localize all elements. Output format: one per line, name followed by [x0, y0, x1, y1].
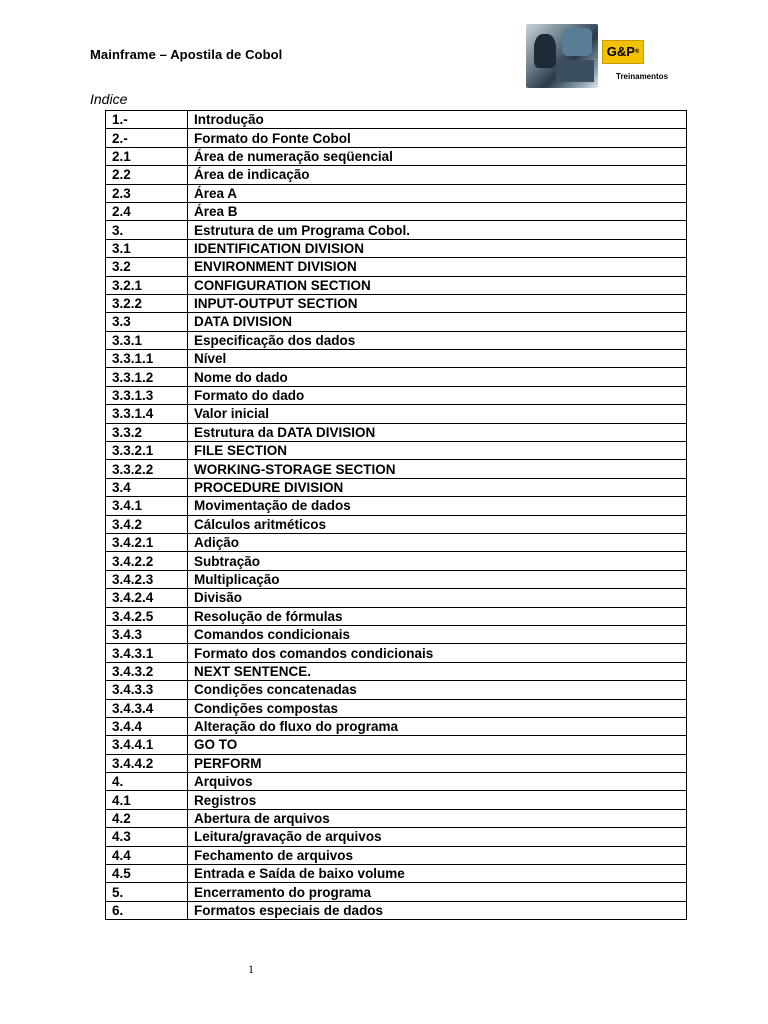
toc-section-number: 3.3.1 — [106, 331, 188, 349]
toc-section-title: Área de indicação — [188, 166, 687, 184]
toc-section-number: 3.4.3.3 — [106, 681, 188, 699]
toc-section-title: Alteração do fluxo do programa — [188, 717, 687, 735]
table-row — [106, 681, 687, 699]
table-row — [106, 423, 687, 441]
logo-badge-text: G&P — [606, 44, 635, 59]
toc-section-number: 3.4.2.5 — [106, 607, 188, 625]
toc-section-title: Estrutura da DATA DIVISION — [188, 423, 687, 441]
table-row — [106, 331, 687, 349]
document-header-title: Mainframe – Apostila de Cobol — [90, 47, 283, 62]
toc-section-title: GO TO — [188, 736, 687, 754]
toc-section-number: 1.- — [106, 111, 188, 129]
toc-section-title: Nível — [188, 350, 687, 368]
table-row — [106, 497, 687, 515]
table-row — [106, 809, 687, 827]
toc-section-number: 3.4 — [106, 478, 188, 496]
toc-section-title: IDENTIFICATION DIVISION — [188, 239, 687, 257]
toc-section-number: 2.- — [106, 129, 188, 147]
table-row — [106, 294, 687, 312]
logo-badge-mark: ® — [634, 49, 640, 55]
table-row — [106, 754, 687, 772]
toc-section-title: FILE SECTION — [188, 442, 687, 460]
table-row — [106, 129, 687, 147]
toc-section-number: 2.1 — [106, 147, 188, 165]
toc-section-number: 3.1 — [106, 239, 188, 257]
table-row — [106, 717, 687, 735]
toc-section-title: PROCEDURE DIVISION — [188, 478, 687, 496]
table-row — [106, 828, 687, 846]
toc-section-number: 3.3.2 — [106, 423, 188, 441]
toc-section-title: Área A — [188, 184, 687, 202]
table-row — [106, 589, 687, 607]
toc-section-title: Abertura de arquivos — [188, 809, 687, 827]
page-number: 1 — [248, 962, 254, 976]
table-row — [106, 533, 687, 551]
toc-section-number: 3.4.1 — [106, 497, 188, 515]
toc-section-number: 4.2 — [106, 809, 188, 827]
table-row — [106, 901, 687, 919]
company-logo — [526, 24, 669, 90]
logo-subtitle: Treinamentos — [616, 72, 669, 81]
toc-section-title: ENVIRONMENT DIVISION — [188, 258, 687, 276]
toc-section-number: 4.1 — [106, 791, 188, 809]
table-row — [106, 865, 687, 883]
toc-section-title: Resolução de fórmulas — [188, 607, 687, 625]
toc-section-number: 3.4.2.3 — [106, 570, 188, 588]
table-row — [106, 166, 687, 184]
table-row — [106, 276, 687, 294]
toc-section-title: Formatos especiais de dados — [188, 901, 687, 919]
toc-section-number: 2.3 — [106, 184, 188, 202]
table-row — [106, 202, 687, 220]
toc-section-number: 6. — [106, 901, 188, 919]
toc-section-title: CONFIGURATION SECTION — [188, 276, 687, 294]
toc-section-number: 3.4.4 — [106, 717, 188, 735]
toc-section-title: Cálculos aritméticos — [188, 515, 687, 533]
toc-section-title: Entrada e Saída de baixo volume — [188, 865, 687, 883]
table-row — [106, 570, 687, 588]
toc-section-number: 3.4.3.1 — [106, 644, 188, 662]
table-row — [106, 773, 687, 791]
table-row — [106, 350, 687, 368]
logo-photo-collage — [526, 24, 598, 88]
toc-section-number: 4.3 — [106, 828, 188, 846]
toc-section-number: 5. — [106, 883, 188, 901]
toc-section-number: 4.5 — [106, 865, 188, 883]
toc-section-number: 3.4.4.2 — [106, 754, 188, 772]
table-row — [106, 625, 687, 643]
toc-section-number: 3. — [106, 221, 188, 239]
toc-section-title: Encerramento do programa — [188, 883, 687, 901]
table-row — [106, 221, 687, 239]
toc-section-number: 3.3.1.1 — [106, 350, 188, 368]
table-row — [106, 111, 687, 129]
table-row — [106, 258, 687, 276]
toc-section-title: Condições compostas — [188, 699, 687, 717]
toc-section-title: Fechamento de arquivos — [188, 846, 687, 864]
table-row — [106, 883, 687, 901]
table-row — [106, 368, 687, 386]
table-row — [106, 478, 687, 496]
table-row — [106, 607, 687, 625]
toc-section-number: 4. — [106, 773, 188, 791]
toc-section-number: 3.2 — [106, 258, 188, 276]
index-heading: Indice — [90, 91, 128, 107]
toc-section-number: 3.4.4.1 — [106, 736, 188, 754]
toc-section-title: NEXT SENTENCE. — [188, 662, 687, 680]
table-row — [106, 405, 687, 423]
table-row — [106, 184, 687, 202]
table-row — [106, 147, 687, 165]
toc-section-title: Área de numeração seqüencial — [188, 147, 687, 165]
toc-section-title: INPUT-OUTPUT SECTION — [188, 294, 687, 312]
table-row — [106, 239, 687, 257]
table-row — [106, 442, 687, 460]
toc-section-number: 3.3.2.2 — [106, 460, 188, 478]
toc-section-title: Arquivos — [188, 773, 687, 791]
toc-section-number: 2.2 — [106, 166, 188, 184]
toc-section-title: Registros — [188, 791, 687, 809]
toc-section-title: Valor inicial — [188, 405, 687, 423]
toc-section-title: DATA DIVISION — [188, 313, 687, 331]
table-row — [106, 386, 687, 404]
table-row — [106, 460, 687, 478]
table-row — [106, 662, 687, 680]
toc-section-number: 3.4.2.2 — [106, 552, 188, 570]
toc-section-title: Nome do dado — [188, 368, 687, 386]
toc-section-title: Subtração — [188, 552, 687, 570]
toc-section-title: Comandos condicionais — [188, 625, 687, 643]
table-of-contents — [105, 110, 687, 920]
table-row — [106, 552, 687, 570]
toc-section-title: Introdução — [188, 111, 687, 129]
toc-section-title: Formato do dado — [188, 386, 687, 404]
toc-section-number: 3.4.3.4 — [106, 699, 188, 717]
toc-section-title: Estrutura de um Programa Cobol. — [188, 221, 687, 239]
toc-section-number: 3.2.1 — [106, 276, 188, 294]
toc-section-number: 3.4.2.4 — [106, 589, 188, 607]
toc-section-number: 3.3.1.3 — [106, 386, 188, 404]
toc-section-title: PERFORM — [188, 754, 687, 772]
toc-section-title: Formato do Fonte Cobol — [188, 129, 687, 147]
table-row — [106, 791, 687, 809]
toc-section-title: Condições concatenadas — [188, 681, 687, 699]
toc-section-title: Movimentação de dados — [188, 497, 687, 515]
toc-section-title: Divisão — [188, 589, 687, 607]
toc-section-number: 3.4.3.2 — [106, 662, 188, 680]
toc-section-number: 3.3 — [106, 313, 188, 331]
table-row — [106, 313, 687, 331]
toc-section-title: Área B — [188, 202, 687, 220]
toc-section-number: 3.4.3 — [106, 625, 188, 643]
toc-section-number: 3.3.2.1 — [106, 442, 188, 460]
toc-section-title: Especificação dos dados — [188, 331, 687, 349]
toc-section-title: WORKING-STORAGE SECTION — [188, 460, 687, 478]
toc-section-title: Formato dos comandos condicionais — [188, 644, 687, 662]
toc-section-number: 3.3.1.4 — [106, 405, 188, 423]
toc-section-number: 3.4.2 — [106, 515, 188, 533]
toc-section-title: Multiplicação — [188, 570, 687, 588]
table-row — [106, 699, 687, 717]
toc-section-number: 2.4 — [106, 202, 188, 220]
toc-section-number: 4.4 — [106, 846, 188, 864]
toc-section-title: Adição — [188, 533, 687, 551]
table-row — [106, 515, 687, 533]
toc-section-number: 3.3.1.2 — [106, 368, 188, 386]
table-row — [106, 644, 687, 662]
table-row — [106, 846, 687, 864]
toc-section-title: Leitura/gravação de arquivos — [188, 828, 687, 846]
logo-badge — [602, 40, 644, 64]
table-row — [106, 736, 687, 754]
toc-section-number: 3.4.2.1 — [106, 533, 188, 551]
toc-section-number: 3.2.2 — [106, 294, 188, 312]
